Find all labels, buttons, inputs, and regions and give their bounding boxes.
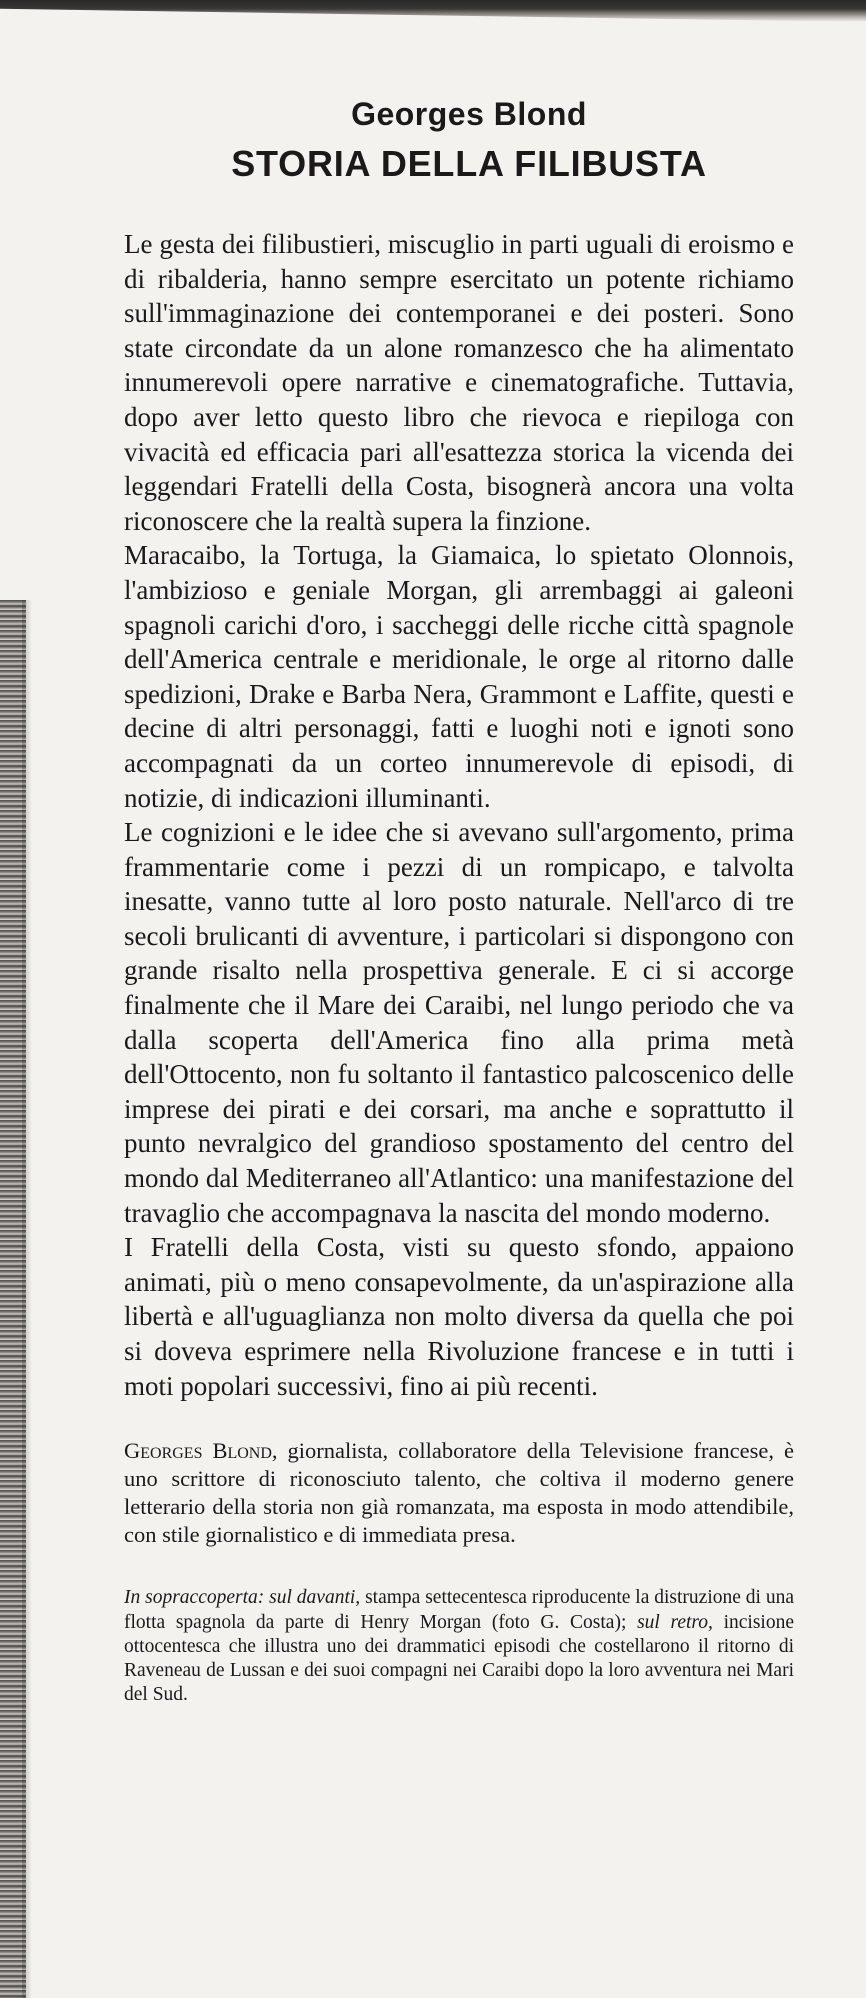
blurb — [124, 227, 794, 1403]
caption-back-label: sul retro, — [637, 1611, 713, 1633]
bio-author-name: Georges Blond — [124, 1438, 272, 1464]
caption-back-text: incisione ottocentesca che illustra uno dei drammatici episodi che costellarono il ritorno di Raveneau de Lussan e dei suoi compagni nei Caraibi dopo la loro avventura nei Mari del Sud. — [124, 1611, 794, 1706]
bio-text: , giornalista, collaboratore della Televisione francese, è uno scrittore di riconosciuto talento, che coltiva il moderno genere letterario della storia non già romanzata, ma esposta in modo attendibile, con stile giornalistico e di immediata presa. — [124, 1438, 794, 1547]
cover-illustration-edge — [0, 600, 26, 1998]
author-name: Georges Blond — [351, 96, 587, 132]
blurb-paragraph: I Fratelli della Costa, visti su questo sfondo, appaiono animati, più o meno consapevolmente, da un'aspirazione alla libertà e all'uguaglianza non molto diversa da quella che poi si doveva esprimere nella Rivoluzione francese e in tutti i moti popolari successivi, fino ai più recenti. — [124, 1232, 794, 1401]
caption-front-label: In sopraccoperta: sul davanti, — [124, 1587, 361, 1609]
author-bio — [124, 1437, 794, 1548]
cover-credits — [124, 1586, 794, 1707]
book-flap — [124, 96, 794, 1707]
blurb-paragraph: Le cognizioni e le idee che si avevano sull'argomento, prima frammentarie come i pezzi di un rompicapo, e talvolta inesatte, vanno tutte al loro posto naturale. Nell'arco di tre secoli brulicanti di avventure, i particolari si dispongono con grande risalto nella prospettiva generale. E ci si accorge finalmente che il Mare dei Caraibi, nel lungo periodo che va dalla scoperta dell'America fino alla prima metà dell'Ottocento, non fu soltanto il fantastico palcoscenico delle imprese dei pirati e dei corsari, ma anche e soprattutto il punto nevralgico del grandioso spostamento del centro del mondo dal Mediterraneo all'Atlantico: una manifestazione del travaglio che accompagnava la nascita del mondo moderno. — [124, 817, 794, 1228]
page-top-shadow — [0, 0, 866, 22]
blurb-paragraph: Maracaibo, la Tortuga, la Giamaica, lo spietato Olonnois, l'ambizioso e geniale Morgan, gli arrembaggi ai galeoni spagnoli carichi d'oro, i saccheggi delle ricche città spagnole dell'America centrale e meridionale, le orge al ritorno dalle spedizioni, Drake e Barba Nera, Grammont e Laffite, questi e decine di altri personaggi, fatti e luoghi noti e ignoti sono accompagnati da un corteo innumerevole di episodi, di notizie, di indicazioni illuminanti. — [124, 540, 794, 813]
caption-front-text: stampa settecentesca riproducente la distruzione di una flotta spagnola da parte di Henry Morgan (foto G. Costa); — [124, 1587, 794, 1633]
blurb-paragraph: Le gesta dei filibustieri, miscuglio in parti uguali di eroismo e di ribalderia, hanno sempre esercitato un potente richiamo sull'immaginazione dei contemporanei e dei posteri. Sono state circondate da un alone romanzesco che ha alimentato innumerevoli opere narrative e cinematografiche. Tuttavia, dopo aver letto questo libro che rievoca e riepiloga con vivacità ed efficacia pari all'esattezza storica la vicenda dei leggendari Fratelli della Costa, bisognerà ancora una volta riconoscere che la realtà supera la finzione. — [124, 229, 794, 536]
book-title: STORIA DELLA FILIBUSTA — [231, 143, 707, 184]
